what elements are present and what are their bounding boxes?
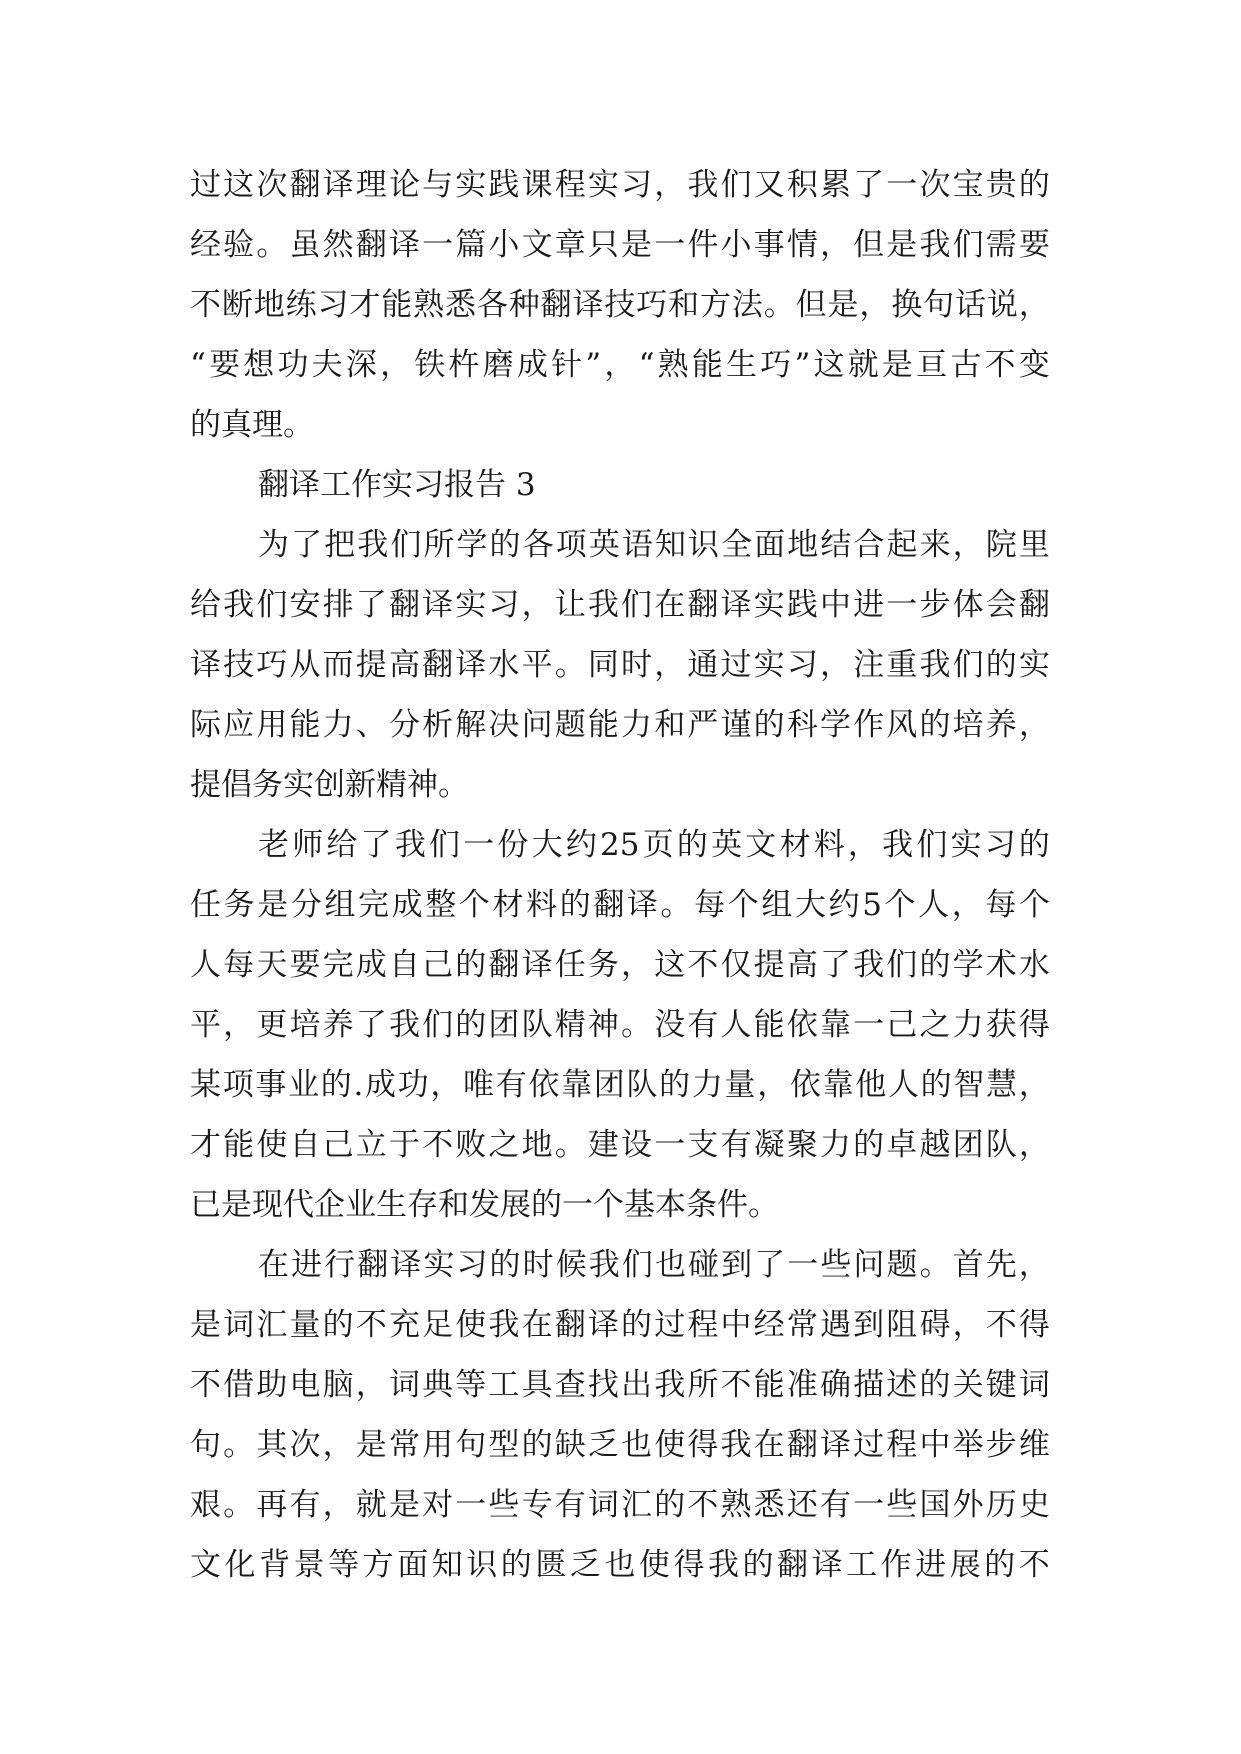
text-line: 译 技 巧 从 而 提 高 翻 译 水 平 。 同 时 ， 通 过 实 习 ， 注 重 我 们 的 实 (190, 647, 1050, 683)
text-line: 不 借 助 电 脑 ， 词 典 等 工 具 查 找 出 我 所 不 能 准 确 描 述 的 关 键 词 (190, 1367, 1050, 1403)
text-line: 文 化 背 景 等 方 面 知 识 的 匮 乏 也 使 得 我 的 翻 译 工 作 进 展 的 不 (190, 1547, 1050, 1583)
text-line: 人 每 天 要 完 成 自 己 的 翻 译 任 务 ， 这 不 仅 提 高 了 我 们 的 学 术 水 (190, 947, 1050, 983)
text-line: 句 。 其 次 ， 是 常 用 句 型 的 缺 乏 也 使 得 我 在 翻 译 过 程 中 举 步 维 (190, 1427, 1050, 1463)
text-line: 老 师 给 了 我 们 一 份 大 约 25 页 的 英 文 材 料 ， 我 们 实 习 的 (258, 827, 1050, 863)
text-line: 是 词 汇 量 的 不 充 足 使 我 在 翻 译 的 过 程 中 经 常 遇 到 阻 碍 ， 不 得 (190, 1307, 1050, 1343)
text-line: 为 了 把 我 们 所 学 的 各 项 英 语 知 识 全 面 地 结 合 起 来 ， 院 里 (258, 527, 1050, 563)
text-line: 艰 。 再 有 ， 就 是 对 一 些 专 有 词 汇 的 不 熟 悉 还 有 一 些 国 外 历 史 (190, 1487, 1050, 1523)
text-line: 某 项 事 业 的 . 成 功 ， 唯 有 依 靠 团 队 的 力 量 ， 依 靠 他 人 的 智 慧 ， (190, 1067, 1050, 1103)
text-line: 经 验 。 虽 然 翻 译 一 篇 小 文 章 只 是 一 件 小 事 情 ， 但 是 我 们 需 要 (190, 227, 1050, 263)
text-line: 平 ， 更 培 养 了 我 们 的 团 队 精 神 。 没 有 人 能 依 靠 一 己 之 力 获 得 (190, 1007, 1050, 1043)
text-line: 给 我 们 安 排 了 翻 译 实 习 ， 让 我 们 在 翻 译 实 践 中 进 一 步 体 会 翻 (190, 587, 1050, 623)
text-line: 过 这 次 翻 译 理 论 与 实 践 课 程 实 习 ， 我 们 又 积 累 了 一 次 宝 贵 的 (190, 167, 1050, 203)
text-line: 的真理。 (190, 407, 314, 443)
text-line: 在 进 行 翻 译 实 习 的 时 候 我 们 也 碰 到 了 一 些 问 题 。 首 先 ， (258, 1247, 1050, 1283)
text-line: “ 要 想 功 夫 深 ， 铁 杵 磨 成 针 ” ， “ 熟 能 生 巧 ” 这 就 是 亘 古 不 变 (190, 347, 1050, 383)
text-line: 际 应 用 能 力 、 分 析 解 决 问 题 能 力 和 严 谨 的 科 学 作 风 的 培 养 ， (190, 707, 1050, 743)
text-line: 提倡务实创新精神。 (190, 767, 469, 803)
document-page (190, 155, 1050, 1595)
section-heading: 翻译工作实习报告 3 (258, 467, 536, 503)
text-line: 任 务 是 分 组 完 成 整 个 材 料 的 翻 译 。 每 个 组 大 约 5 个 人 ， 每 个 (190, 887, 1050, 923)
text-line: 不 断 地 练 习 才 能 熟 悉 各 种 翻 译 技 巧 和 方 法 。 但 是 ， 换 句 话 说 ， (190, 287, 1050, 323)
text-line: 才 能 使 自 己 立 于 不 败 之 地 。 建 设 一 支 有 凝 聚 力 的 卓 越 团 队 ， (190, 1127, 1050, 1163)
text-line: 已是现代企业生存和发展的一个基本条件。 (190, 1187, 779, 1223)
